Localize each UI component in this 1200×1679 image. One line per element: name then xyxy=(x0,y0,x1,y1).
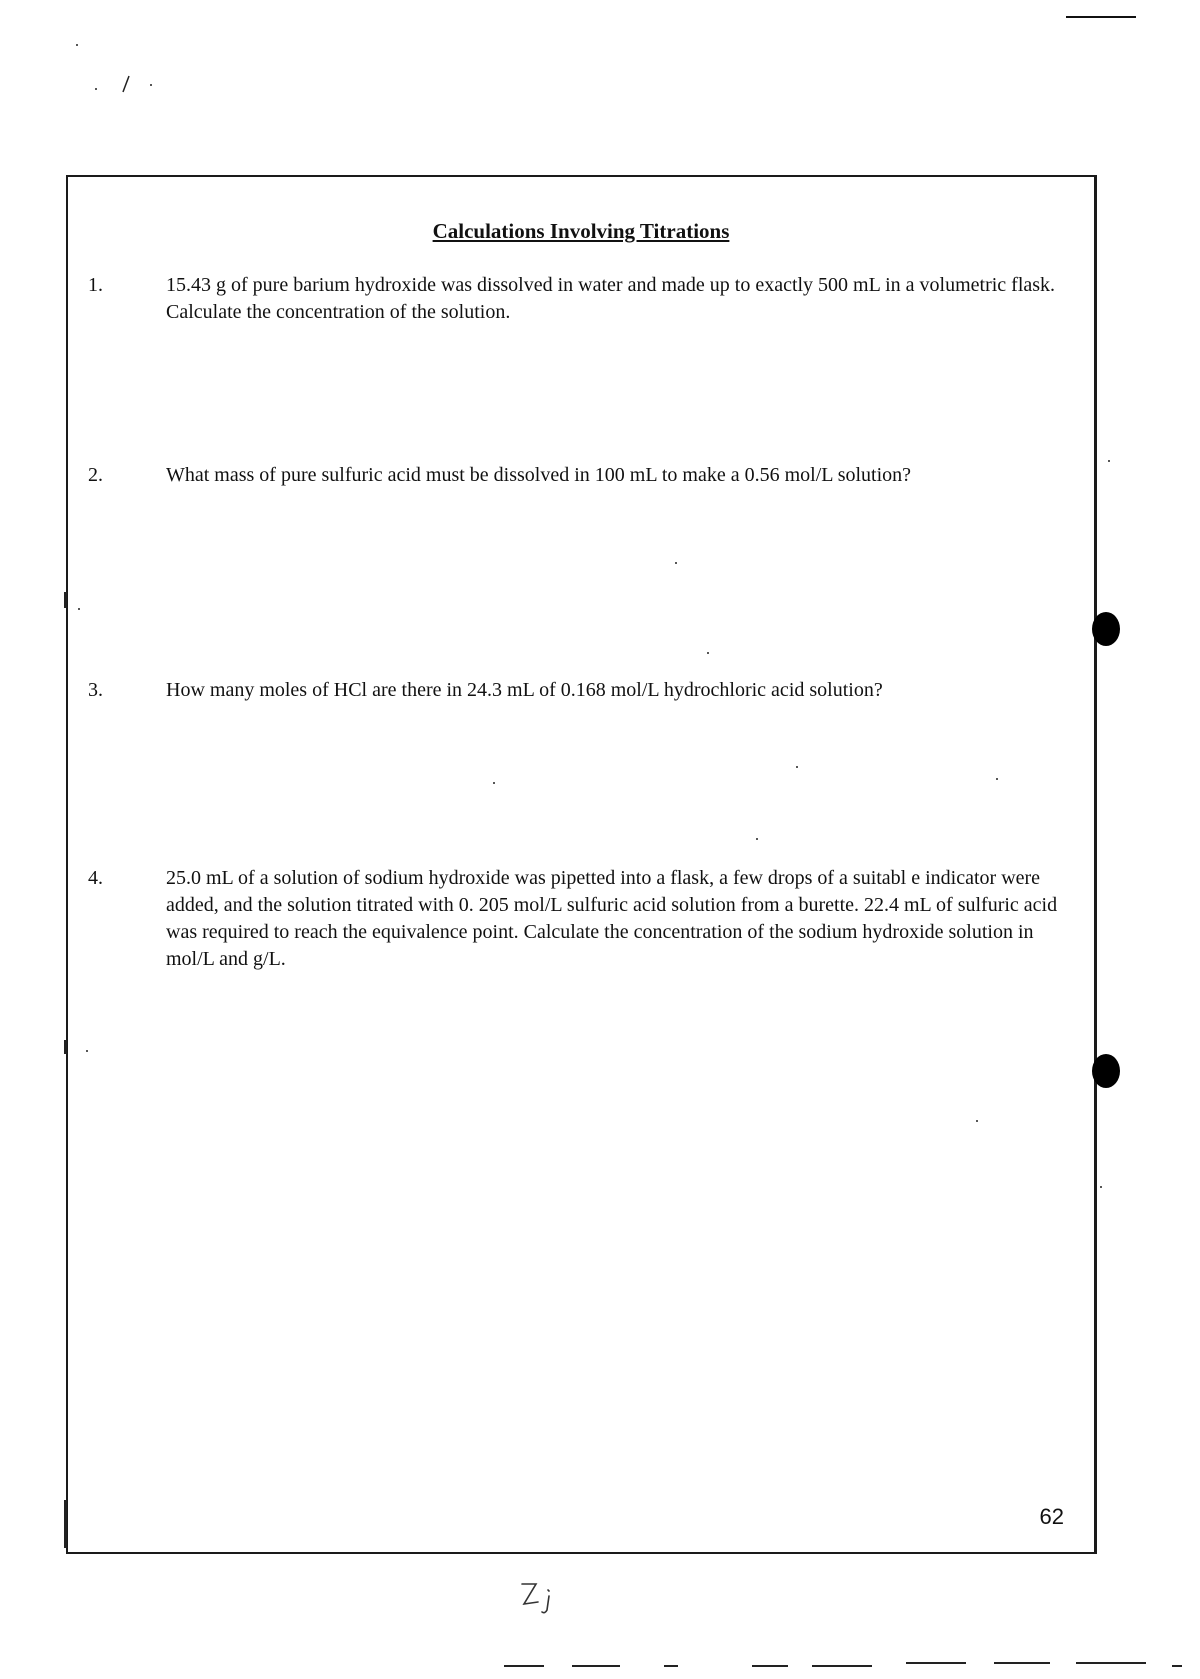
scan-dash xyxy=(664,1665,678,1667)
worksheet-title: Calculations Involving Titrations xyxy=(432,219,730,243)
scan-speck xyxy=(76,44,78,46)
scan-dash xyxy=(752,1665,788,1667)
scan-speck xyxy=(796,766,798,768)
question-text: 15.43 g of pure barium hydroxide was dissolved in water and made up to exactly 500 mL in a volumetric flask. Calculate the concentration of the solution. xyxy=(166,274,1056,323)
scan-speck xyxy=(976,1120,978,1122)
scan-speck xyxy=(95,88,97,90)
question-number: 1. xyxy=(88,274,103,296)
page-number: 62 xyxy=(1039,1504,1064,1529)
worksheet-frame xyxy=(66,175,1097,1554)
handwritten-mark xyxy=(518,1580,562,1616)
scan-dash xyxy=(572,1665,620,1667)
scan-speck xyxy=(1108,460,1110,462)
scan-dash xyxy=(906,1662,966,1664)
question-number: 4. xyxy=(88,867,103,889)
question-text: What mass of pure sulfuric acid must be dissolved in 100 mL to make a 0.56 mol/L solution? xyxy=(166,464,912,486)
scan-speck xyxy=(675,562,677,564)
question-4 xyxy=(88,865,1074,973)
scan-speck xyxy=(707,652,709,654)
scan-dash xyxy=(812,1665,872,1667)
question-2 xyxy=(88,462,1074,489)
scan-dash xyxy=(994,1662,1050,1664)
scan-dash xyxy=(1076,1662,1146,1664)
scan-edge-tick xyxy=(64,1500,67,1548)
question-number: 3. xyxy=(88,679,103,701)
scan-speck xyxy=(493,782,495,784)
question-1 xyxy=(88,272,1074,326)
scan-edge-tick xyxy=(64,592,67,608)
scan-dash xyxy=(504,1665,544,1667)
question-number: 2. xyxy=(88,464,103,486)
scan-speck xyxy=(86,1050,88,1052)
scan-edge-line xyxy=(1066,16,1136,18)
question-text: How many moles of HCl are there in 24.3 mL of 0.168 mol/L hydrochloric acid solution? xyxy=(166,679,883,701)
scan-speck xyxy=(78,608,80,610)
scan-speck xyxy=(150,84,152,86)
question-text: 25.0 mL of a solution of sodium hydroxide was pipetted into a flask, a few drops of a suitabl e indicator were added, and the solution titrated with 0. 205 mol/L sulfuric acid solution from a burette. 22.4 mL of sulfuric acid was required to reach the equivalence point. Calculate the concentration of the sodium hydroxide solution in mol/L and g/L. xyxy=(166,867,1058,970)
scan-speck xyxy=(1100,1186,1102,1188)
question-3 xyxy=(88,677,1074,704)
scan-edge-tick xyxy=(64,1040,67,1054)
punch-hole xyxy=(1092,1054,1120,1088)
scan-slash-mark xyxy=(120,74,132,94)
scan-speck xyxy=(996,778,998,780)
punch-hole xyxy=(1092,612,1120,646)
scan-speck xyxy=(756,838,758,840)
scan-dash xyxy=(1172,1665,1182,1667)
